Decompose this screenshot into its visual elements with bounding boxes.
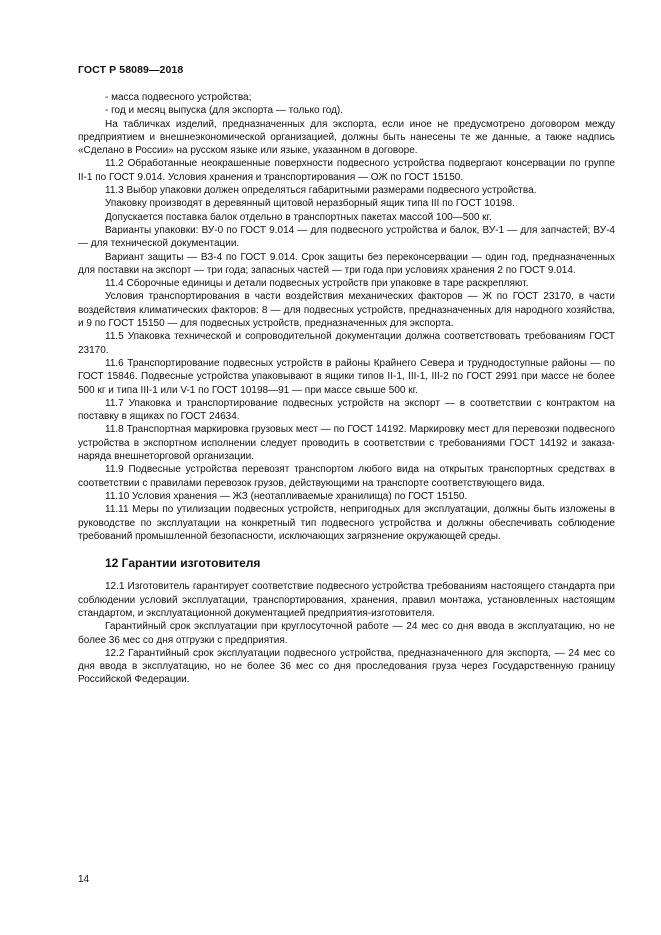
page-number: 14 bbox=[78, 874, 90, 885]
paragraph: Допускается поставка балок отдельно в транспортных пакетах массой 100—500 кг. bbox=[105, 211, 492, 223]
section-heading: 12 Гарантии изготовителя bbox=[105, 556, 261, 571]
paragraph: 11.10 Условия хранения — ЖЗ (неотапливаемые хранилища) по ГОСТ 15150. bbox=[105, 490, 468, 502]
paragraph: 12.1 Изготовитель гарантирует соответствие подвесного устройства требованиям настоящего стандарта при соблюдении условий эксплуатации, транспортирования, хранения, правил монтажа, установленных настоящим стандартом, и эксплуатационной документацией предприятия-изготовителя. bbox=[78, 581, 615, 619]
paragraph: 11.4 Сборочные единицы и детали подвесных устройств при упаковке в таре раскрепляют. bbox=[105, 278, 529, 290]
paragraph: 11.9 Подвесные устройства перевозят транспортом любого вида на открытых транспортных средствах в соответствии с правилами перевозок грузов, действующими на транспорте соответствующего вида. bbox=[78, 464, 615, 489]
paragraph: Упаковку производят в деревянный щитовой неразборный ящик типа III по ГОСТ 10198. bbox=[105, 198, 515, 210]
paragraph: - год и месяц выпуска (для экспорта — только год). bbox=[105, 105, 344, 117]
paragraph: 12.2 Гарантийный срок эксплуатации подвесного устройства, предназначенного для экспорта, — 24 мес со дня ввода в эксплуатацию, но не более 36 мес со дня проследования груза через Государственную границу Российской Федерации. bbox=[78, 647, 615, 686]
paragraph: Условия транспортирования в части воздействия механических факторов — Ж по ГОСТ 23170, в части воздействия климатических факторов: 8 — для подвесных устройств, предназначенных для народного хозяйства, и 9 по ГОСТ 15150 — для подвесных устройств, предназначенных для экспорта. bbox=[78, 291, 615, 330]
paragraph: Варианты упаковки: ВУ-0 по ГОСТ 9.014 — для подвесного устройства и балок, ВУ-1 — для запчастей; ВУ-4 — для технической документации. bbox=[78, 224, 615, 250]
paragraph: - масса подвесного устройства; bbox=[105, 92, 252, 103]
paragraph: 11.6 Транспортирование подвесных устройств в районы Крайнего Севера и труднодоступные районы — по ГОСТ 15846. Подвесные устройства упаковывают в ящики типов II-1, III-1, III-2 по ГОСТ 2991 при массе не более 500 кг и типа III-1 или V-1 по ГОСТ 10198—91 — при массе свыше 500 кг. bbox=[78, 357, 615, 396]
paragraph: 11.7 Упаковка и транспортирование подвесных устройств на экспорт — в соответствии с контрактом на поставку в ящиках по ГОСТ 24634. bbox=[78, 397, 615, 423]
paragraph: 11.5 Упаковка технической и сопроводительной документации должна соответствовать требованиям ГОСТ 23170. bbox=[78, 331, 615, 356]
paragraph: 11.8 Транспортная маркировка грузовых мест — по ГОСТ 14192. Маркировку мест для перевозки подвесного устройства в экспортном исполнении следует проводить в соответствии с требованиями ГОСТ 14192 и заказа-наряда внешнеторговой организации. bbox=[78, 424, 615, 463]
document-body bbox=[78, 91, 615, 687]
paragraph: 11.11 Меры по утилизации подвесных устройств, непригодных для эксплуатации, должны быть изложены в руководстве по эксплуатации на конкретный тип подвесного устройства и должны обеспечивать соблюдение требований промышленной безопасности, исключающих загрязнение окружающей среды. bbox=[78, 504, 615, 542]
document-code-header: ГОСТ Р 58089—2018 bbox=[78, 64, 184, 76]
paragraph: 11.3 Выбор упаковки должен определяться габаритными размерами подвесного устройства. bbox=[105, 185, 537, 197]
paragraph: 11.2 Обработанные неокрашенные поверхности подвесного устройства подвергают консервации по группе II-1 по ГОСТ 9.014. Условия хранения и транспортирования — ОЖ по ГОСТ 15150. bbox=[78, 158, 615, 183]
paragraph: Вариант защиты — ВЗ-4 по ГОСТ 9.014. Срок защиты без переконсервации — один год, предназначенных для поставки на экспорт — три года; запасных частей — три года при условиях хранения 2 по ГОСТ 9.014. bbox=[78, 251, 615, 276]
paragraph: На табличках изделий, предназначенных для экспорта, если иное не предусмотрено договором между предприятием и внешнеэкономической организацией, должны быть нанесены те же данные, а также надпись «Сделано в России» на русском языке или языке, указанном в договоре. bbox=[78, 118, 615, 157]
paragraph: Гарантийный срок эксплуатации при круглосуточной работе — 24 мес со дня ввода в эксплуатацию, но не более 36 мес со дня отгрузки с предприятия. bbox=[78, 621, 615, 646]
